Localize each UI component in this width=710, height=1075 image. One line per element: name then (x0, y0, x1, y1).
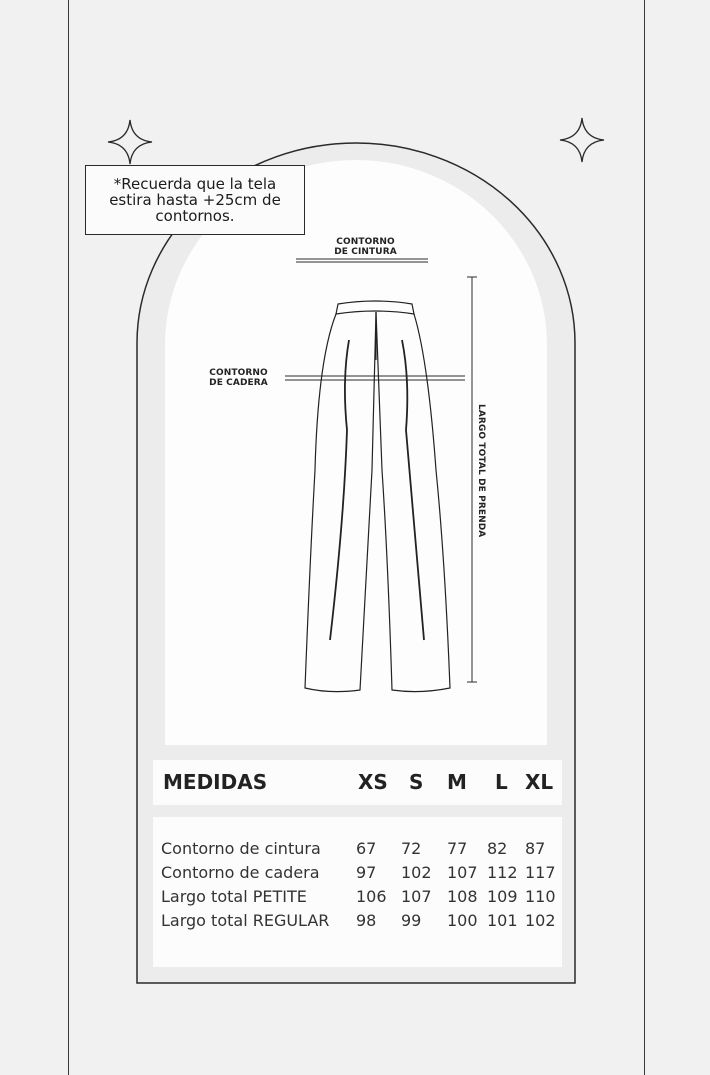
cell-l: 112 (487, 863, 518, 882)
size-table-header (153, 760, 562, 805)
row-label: Largo total PETITE (161, 887, 307, 906)
hip-label-line-2: DE CADERA (209, 378, 268, 388)
cell-xl: 110 (525, 887, 556, 906)
cell-s: 99 (401, 911, 422, 930)
cell-xs: 106 (356, 887, 387, 906)
cell-l: 82 (487, 839, 508, 858)
hip-label-line-1: CONTORNO (209, 368, 268, 378)
size-xs: XS (358, 770, 388, 794)
cell-xl: 102 (525, 911, 556, 930)
cell-m: 77 (447, 839, 468, 858)
sparkle-right-icon (560, 118, 604, 162)
table-row (153, 911, 562, 935)
stretch-note (85, 165, 305, 235)
cell-m: 107 (447, 863, 478, 882)
size-s: S (409, 770, 424, 794)
cell-l: 109 (487, 887, 518, 906)
row-label: Contorno de cadera (161, 863, 320, 882)
size-table-body (153, 817, 562, 967)
table-title: MEDIDAS (163, 770, 268, 794)
row-label: Contorno de cintura (161, 839, 321, 858)
waist-label-line-1: CONTORNO (336, 237, 395, 247)
cell-xs: 97 (356, 863, 377, 882)
length-label: LARGO TOTAL DE PRENDA (476, 404, 486, 538)
cell-xs: 67 (356, 839, 377, 858)
row-label: Largo total REGULAR (161, 911, 330, 930)
size-m: M (447, 770, 467, 794)
table-row (153, 863, 562, 887)
table-row (153, 839, 562, 863)
cell-xl: 117 (525, 863, 556, 882)
size-xl: XL (525, 770, 554, 794)
hip-label (196, 368, 281, 388)
cell-s: 107 (401, 887, 432, 906)
cell-m: 100 (447, 911, 478, 930)
waist-label (318, 237, 413, 257)
cell-xs: 98 (356, 911, 377, 930)
cell-s: 102 (401, 863, 432, 882)
sparkle-left-icon (108, 120, 152, 164)
waist-label-line-2: DE CINTURA (334, 247, 397, 257)
cell-m: 108 (447, 887, 478, 906)
cell-xl: 87 (525, 839, 546, 858)
stretch-note-text: *Recuerda que la tela estira hasta +25cm de contornos. (109, 175, 281, 225)
size-l: L (495, 770, 508, 794)
cell-s: 72 (401, 839, 422, 858)
cell-l: 101 (487, 911, 518, 930)
table-row (153, 887, 562, 911)
